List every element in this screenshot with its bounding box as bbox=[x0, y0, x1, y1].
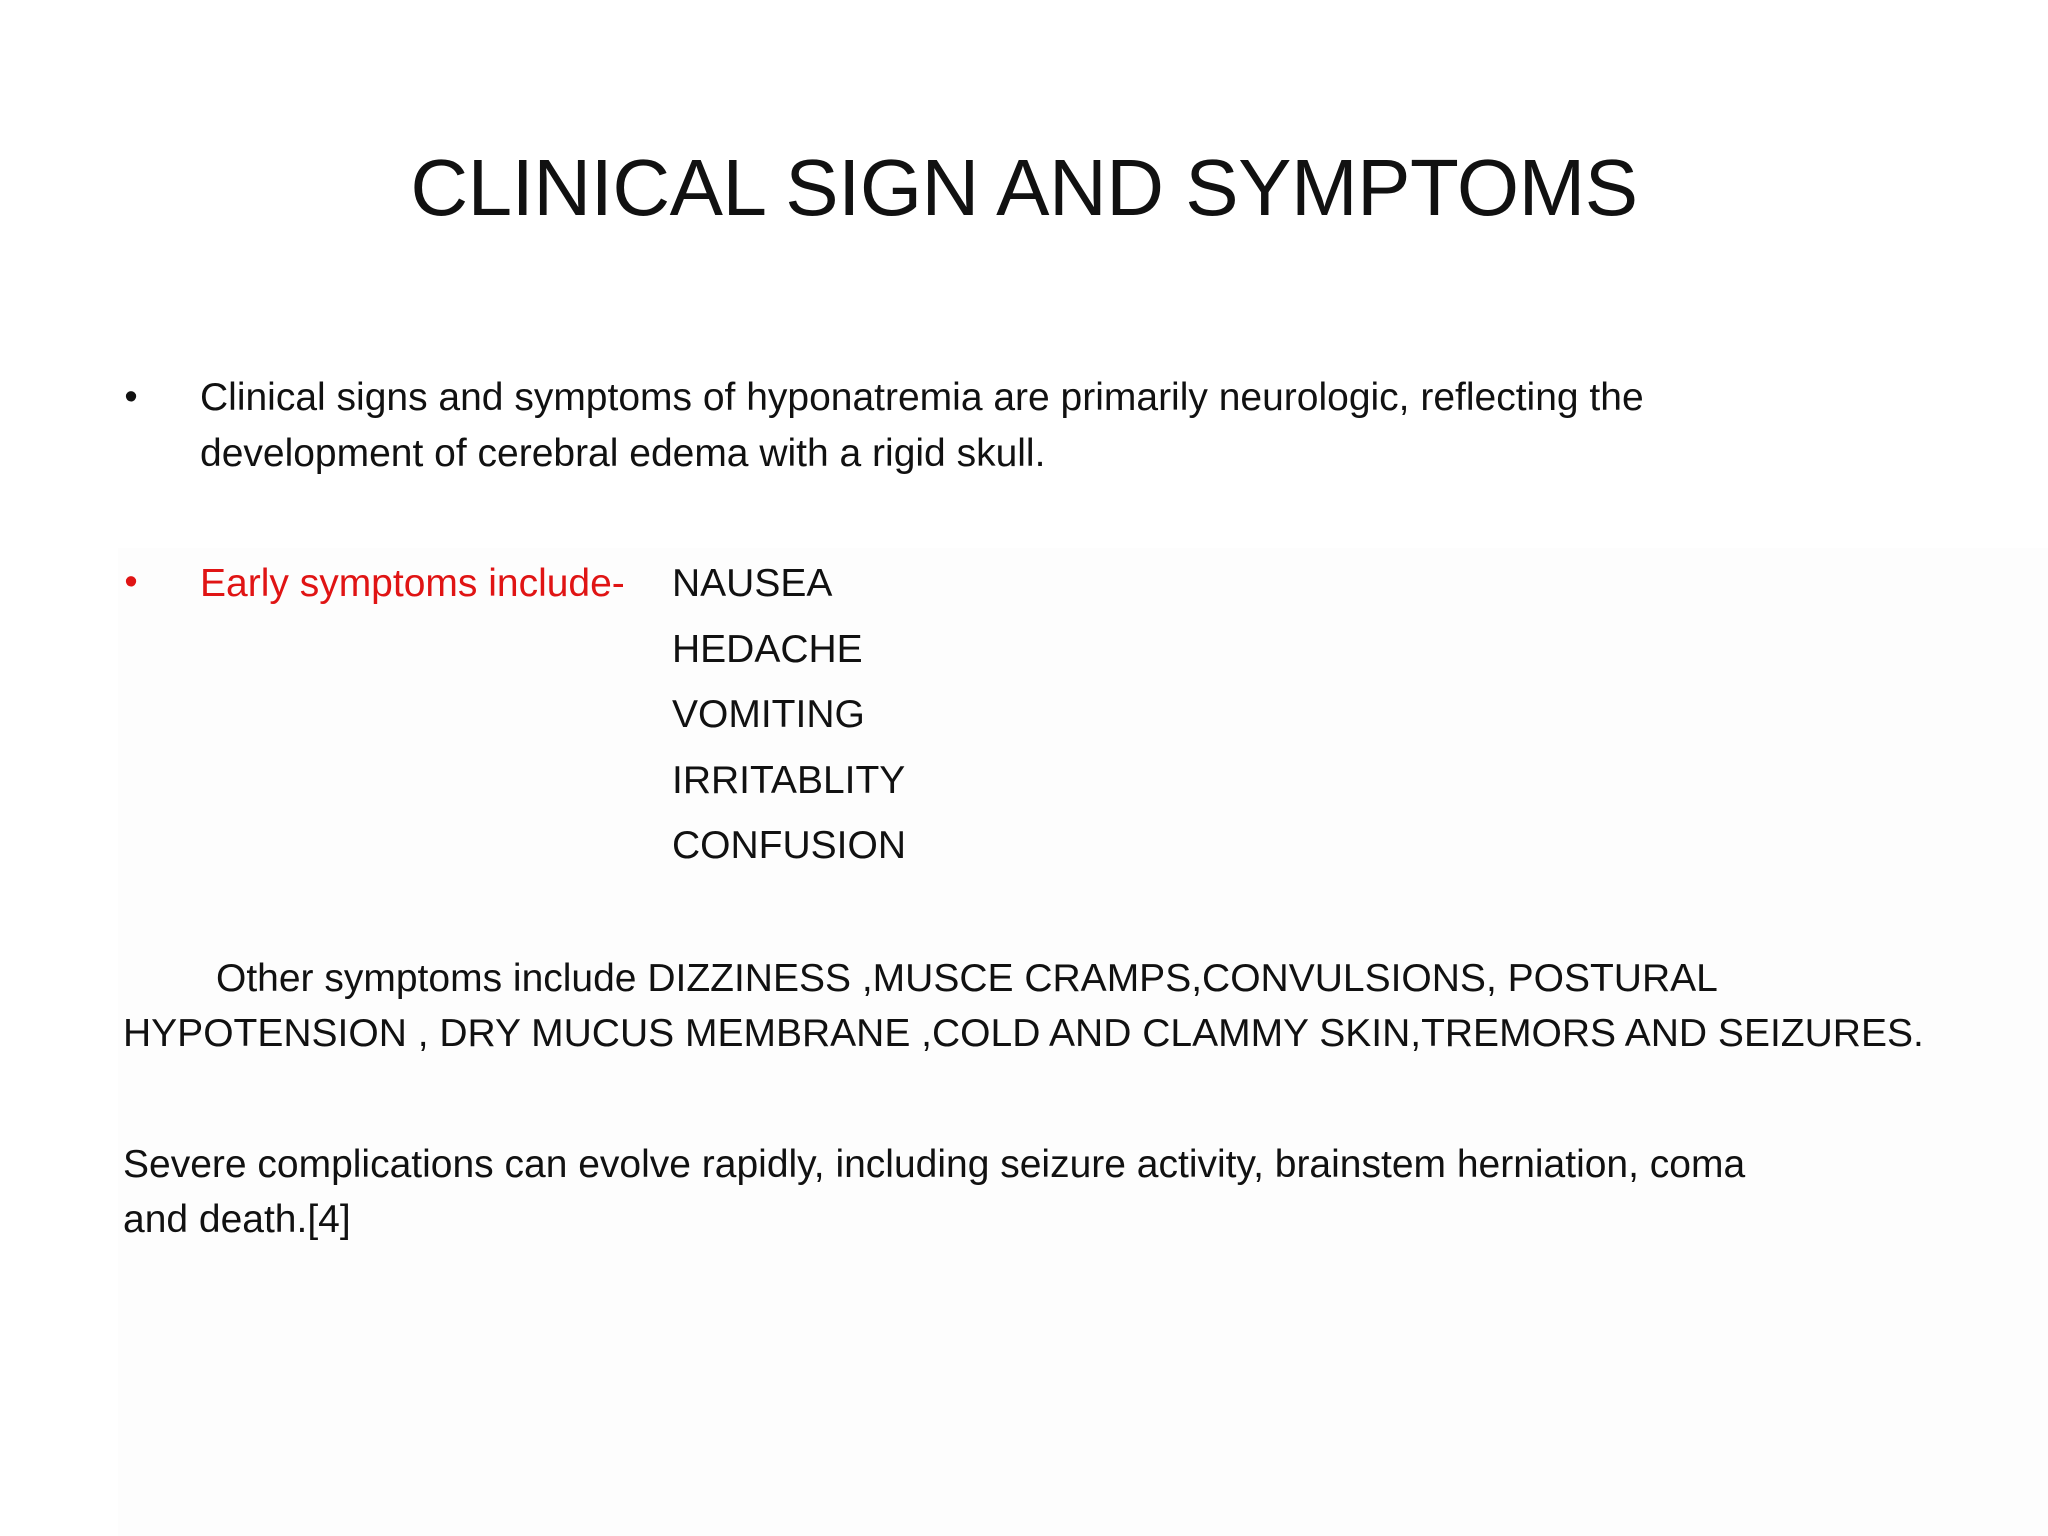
other-symptoms-line-2: HYPOTENSION , DRY MUCUS MEMBRANE ,COLD AND CLAMMY SKIN,TREMORS AND SEIZURES. bbox=[123, 1012, 1924, 1055]
severe-complications-line-1: Severe complications can evolve rapidly, including seizure activity, brainstem herniation, coma bbox=[123, 1143, 1746, 1186]
early-symptom-item: VOMITING bbox=[672, 693, 865, 736]
slide-title: CLINICAL SIGN AND SYMPTOMS bbox=[410, 143, 1638, 232]
early-symptom-item: HEDACHE bbox=[672, 628, 863, 671]
neurologic-summary-line-2: development of cerebral edema with a rigid skull. bbox=[200, 432, 1046, 475]
other-symptoms-line-1: Other symptoms include DIZZINESS ,MUSCE CRAMPS,CONVULSIONS, POSTURAL bbox=[216, 957, 1718, 1000]
early-symptom-item: CONFUSION bbox=[672, 824, 906, 867]
early-symptom-item: NAUSEA bbox=[672, 562, 833, 605]
severe-complications-line-2: and death.[4] bbox=[123, 1198, 351, 1241]
neurologic-summary-line-1: Clinical signs and symptoms of hyponatremia are primarily neurologic, reflecting the bbox=[200, 376, 1644, 419]
red-bullet-icon: • bbox=[124, 561, 138, 603]
bullet-icon: • bbox=[124, 376, 138, 418]
early-symptoms-label: Early symptoms include- bbox=[200, 562, 625, 605]
early-symptom-item: IRRITABLITY bbox=[672, 759, 906, 802]
